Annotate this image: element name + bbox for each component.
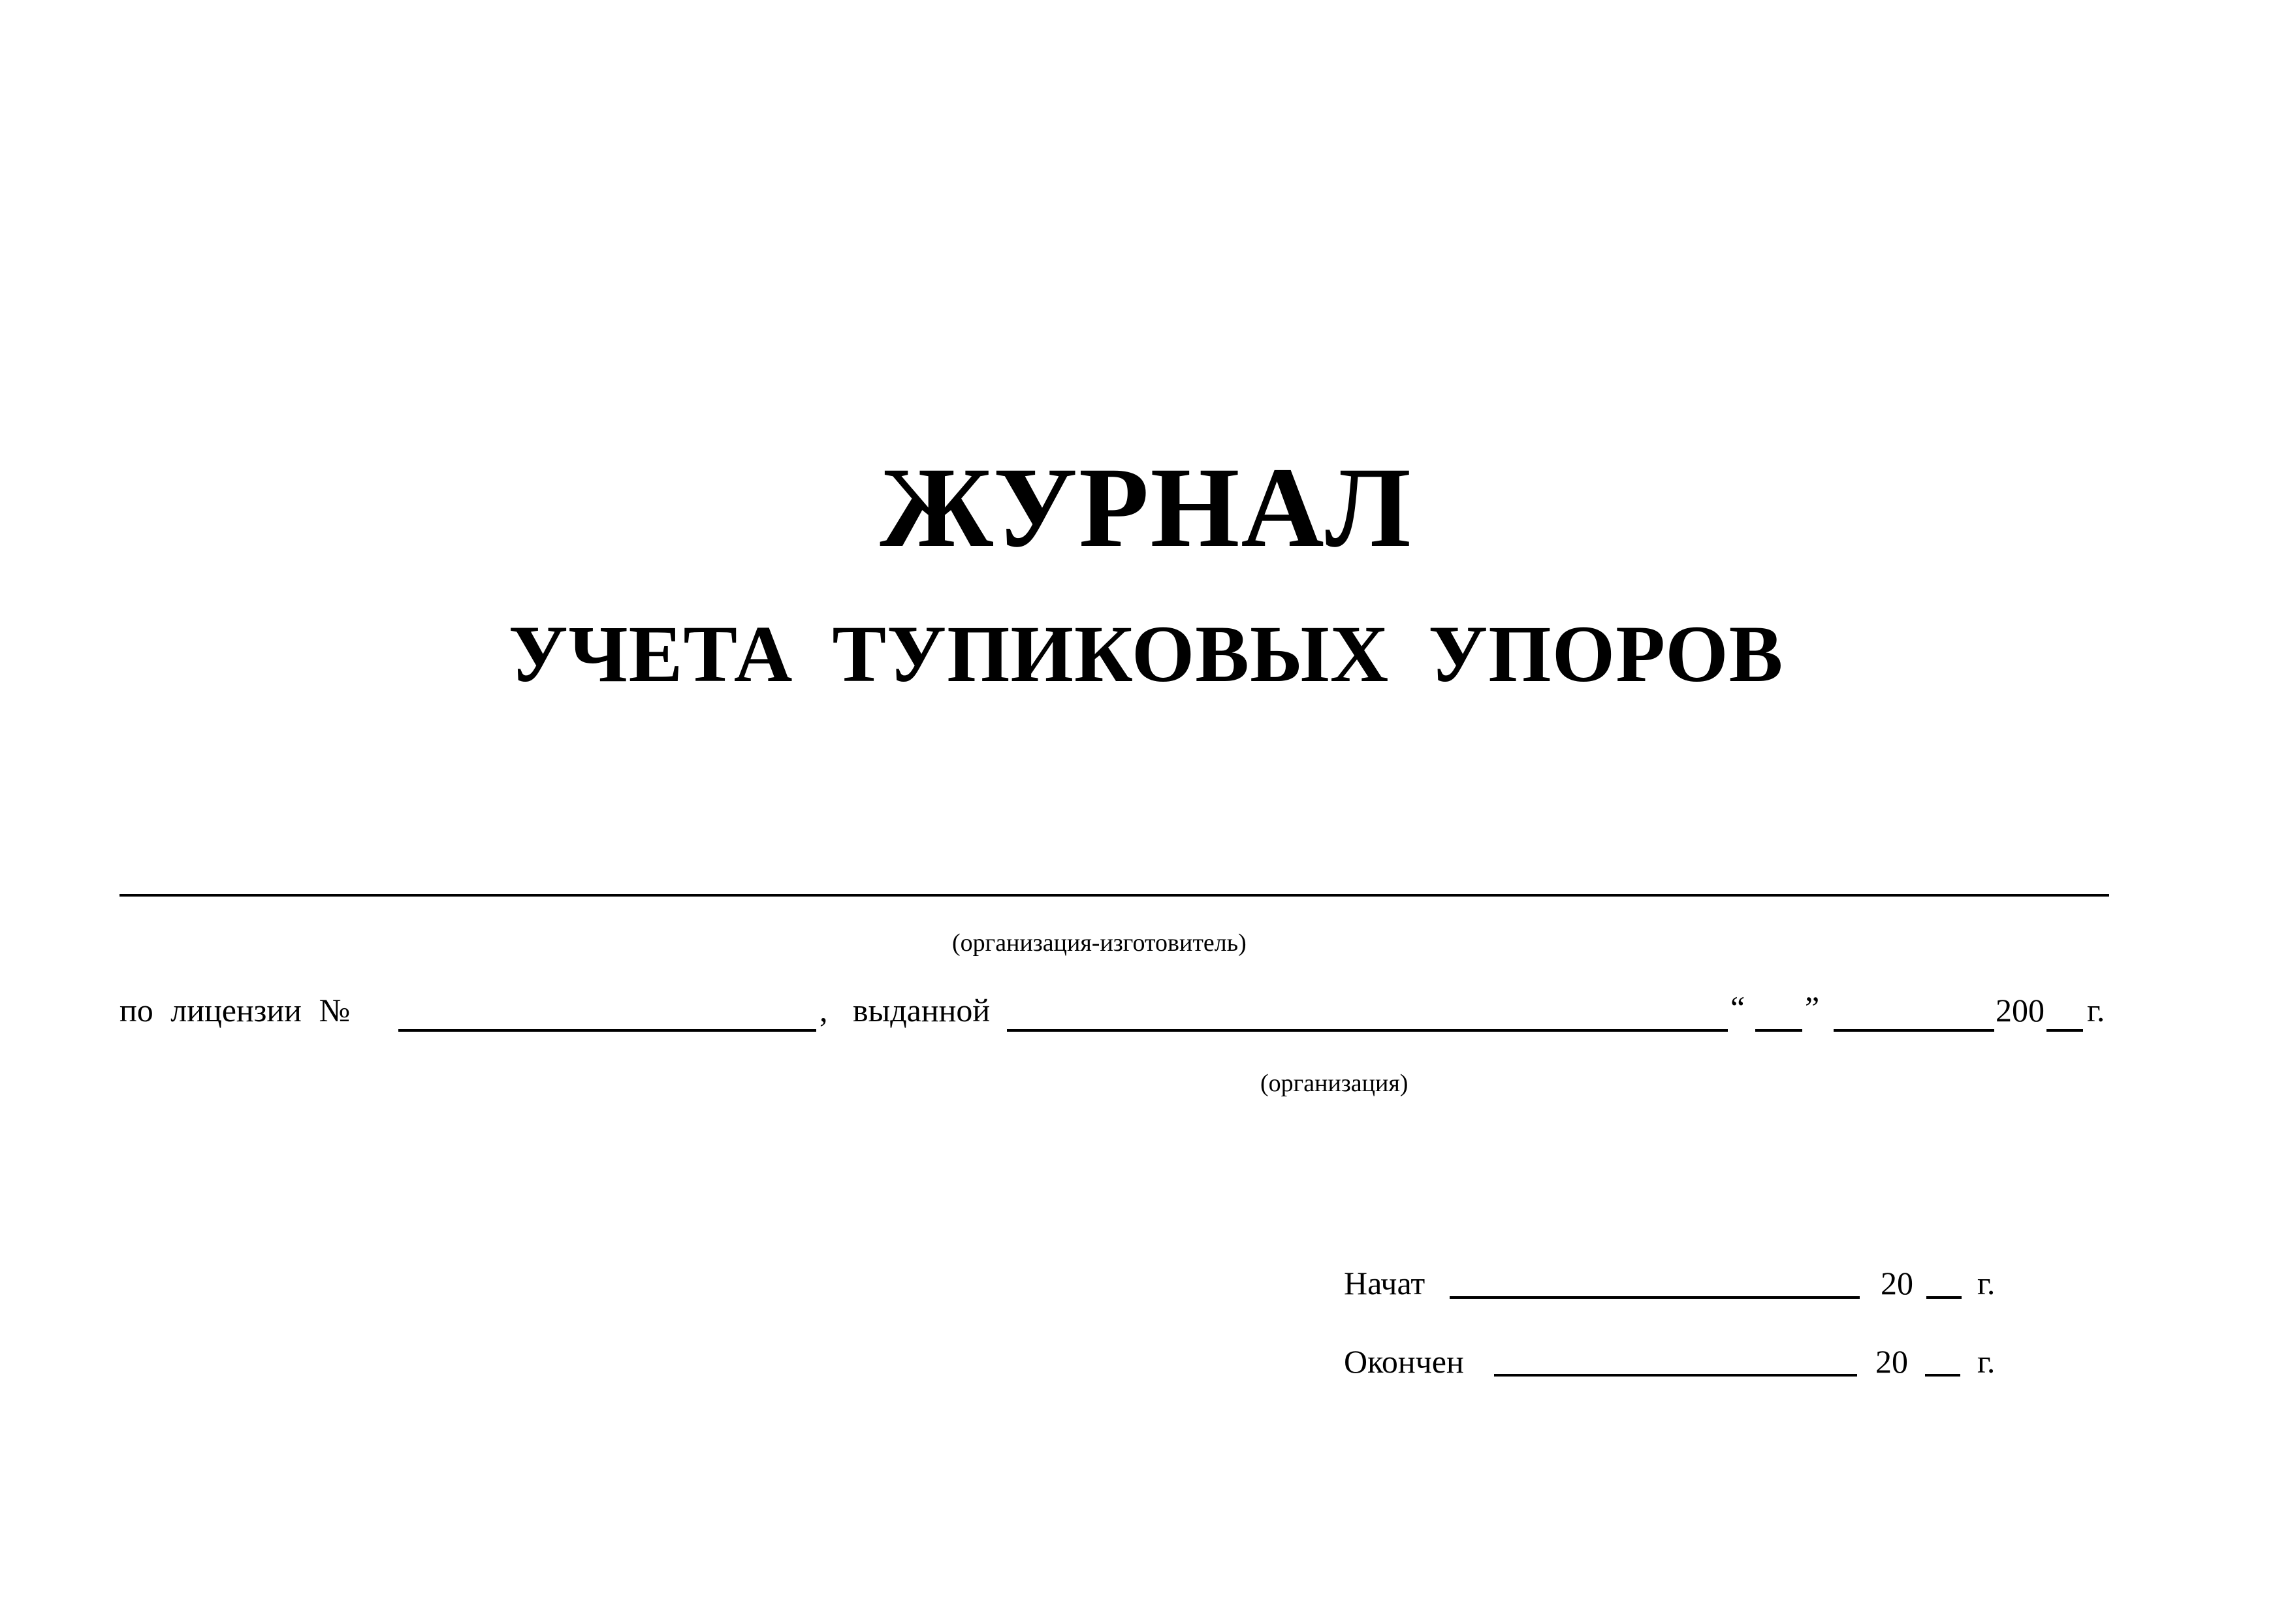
license-label: по лицензии № (119, 992, 351, 1028)
close-quote: ” (1805, 989, 1820, 1026)
finished-year-suffix: г. (1977, 1343, 1996, 1380)
started-date-field-line (1450, 1296, 1860, 1299)
license-number-field-line (398, 1029, 816, 1032)
finished-year-field-line (1925, 1374, 1960, 1377)
year-prefix: 200 (1996, 992, 2045, 1028)
issued-label: выданной (853, 992, 991, 1028)
organization-caption: (организация) (1260, 1070, 1409, 1097)
month-field-line (1834, 1029, 1994, 1032)
manufacturer-field-line (119, 894, 2109, 897)
finished-year-prefix: 20 (1875, 1343, 1908, 1380)
started-year-prefix: 20 (1881, 1265, 1913, 1301)
finished-date-field-line (1494, 1374, 1857, 1377)
started-year-field-line (1926, 1296, 1962, 1299)
finished-label: Окончен (1344, 1343, 1464, 1380)
started-label: Начат (1344, 1265, 1425, 1301)
manufacturer-caption: (организация-изготовитель) (952, 929, 1247, 957)
journal-subtitle: УЧЕТА ТУПИКОВЫХ УПОРОВ (508, 609, 1784, 699)
year-suffix: г. (2087, 992, 2105, 1028)
open-quote: “ (1730, 989, 1745, 1026)
day-field-line (1755, 1029, 1802, 1032)
issuer-field-line (1007, 1029, 1728, 1032)
journal-title: ЖУРНАЛ (880, 444, 1412, 571)
year-field-line (2046, 1029, 2083, 1032)
started-year-suffix: г. (1977, 1265, 1996, 1301)
license-comma: , (820, 992, 828, 1028)
